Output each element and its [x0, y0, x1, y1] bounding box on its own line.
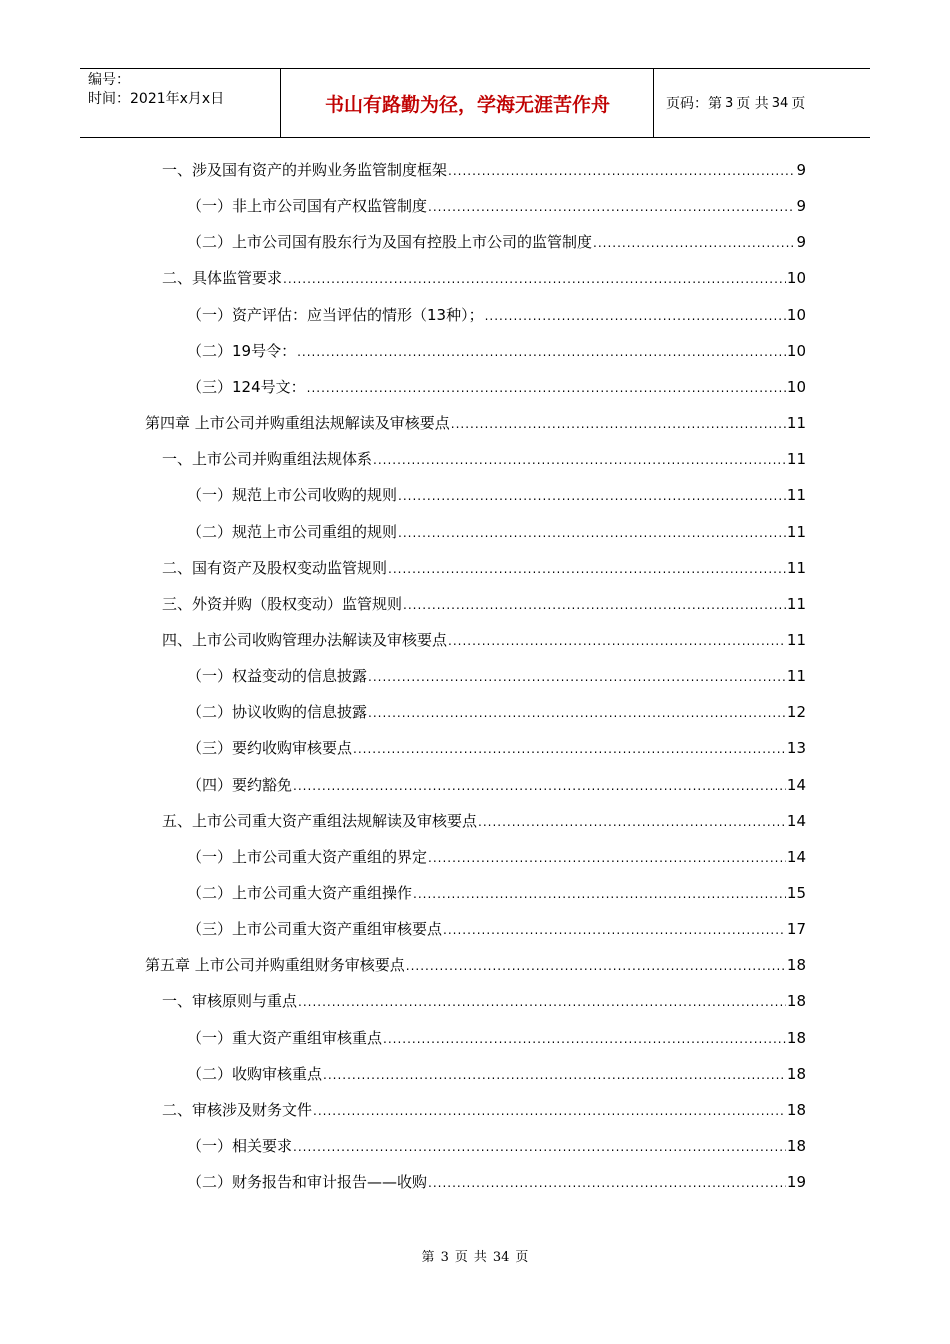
page-prefix: 页码：第	[666, 96, 722, 112]
toc-entry-page: 9	[796, 161, 806, 179]
footer-current: 3	[440, 1250, 449, 1265]
toc-entry[interactable]	[162, 1092, 806, 1128]
toc-entry[interactable]	[145, 405, 806, 441]
header-page-info	[654, 69, 870, 137]
toc-entry-label: 二、具体监管要求	[162, 269, 283, 288]
toc-entry[interactable]	[187, 875, 806, 911]
toc-entry[interactable]	[187, 224, 806, 260]
toc-entry-page: 14	[786, 847, 806, 866]
toc-entry[interactable]	[162, 152, 806, 188]
toc-leader-dots	[388, 551, 786, 587]
toc-entry-page: 14	[786, 775, 806, 794]
toc-leader-dots	[313, 1093, 786, 1129]
toc-entry-page: 17	[786, 920, 806, 939]
toc-entry-page: 11	[786, 486, 806, 505]
toc-entry-page: 11	[786, 414, 806, 433]
toc-entry-page: 12	[786, 703, 806, 722]
page-suffix: 页	[791, 96, 806, 112]
toc-entry-label: （二）上市公司重大资产重组操作	[187, 884, 413, 902]
toc-entry-label: 一、审核原则与重点	[162, 992, 298, 1011]
toc-entry[interactable]	[162, 803, 806, 839]
toc-entry-label: （一）重大资产重组审核重点	[187, 1028, 383, 1047]
toc-entry[interactable]	[187, 297, 806, 333]
toc-entry[interactable]	[187, 188, 806, 224]
toc-entry-label: （一）权益变动的信息披露	[187, 667, 368, 686]
toc-leader-dots	[373, 442, 786, 478]
toc-entry[interactable]	[187, 694, 806, 730]
toc-leader-dots	[443, 912, 786, 948]
toc-entry-label: （一）规范上市公司收购的规则	[187, 486, 398, 505]
footer-p4: 页	[515, 1250, 529, 1265]
page-total: 34	[771, 95, 789, 111]
toc-entry-label: 一、上市公司并购重组法规体系	[162, 450, 373, 469]
toc-entry-label: （二）上市公司国有股东行为及国有控股上市公司的监管制度	[187, 233, 593, 252]
toc-leader-dots	[398, 478, 786, 514]
toc-entry-label: 三、外资并购（股权变动）监管规则	[162, 594, 403, 613]
toc-entry-label: （一）相关要求	[187, 1137, 293, 1156]
toc-leader-dots	[323, 1057, 786, 1093]
toc-entry-page: 11	[786, 522, 806, 541]
toc-leader-dots	[307, 370, 786, 406]
toc-leader-dots	[297, 334, 786, 370]
toc-entry-label: 第五章 上市公司并购重组财务审核要点	[145, 956, 405, 975]
toc-entry-label: （一）资产评估：应当评估的情形（13种）；	[187, 305, 484, 324]
page-footer	[0, 1246, 950, 1265]
toc-entry[interactable]	[162, 983, 806, 1019]
toc-entry-page: 11	[786, 667, 806, 686]
toc-leader-dots	[428, 189, 795, 225]
toc-entry[interactable]	[162, 550, 806, 586]
toc-entry-label: （三）要约收购审核要点	[187, 739, 353, 758]
toc-leader-dots	[448, 153, 795, 189]
footer-total: 34	[492, 1250, 510, 1265]
toc-entry-page: 19	[786, 1173, 806, 1192]
toc-leader-dots	[353, 731, 786, 767]
toc-entry-label: （四）要约豁免	[187, 775, 293, 794]
toc-entry-page: 11	[786, 630, 806, 649]
toc-entry-label: （二）收购审核重点	[187, 1064, 323, 1083]
footer-p3: 共	[473, 1250, 487, 1265]
toc-entry-page: 10	[786, 377, 806, 396]
toc-entry[interactable]	[187, 1020, 806, 1056]
toc-entry[interactable]	[162, 586, 806, 622]
toc-entry-label: 一、涉及国有资产的并购业务监管制度框架	[162, 161, 448, 179]
page-mid: 页 共	[736, 96, 769, 112]
toc-entry-page: 18	[786, 992, 806, 1011]
toc-leader-dots	[298, 984, 786, 1020]
toc-entry-page: 15	[786, 884, 806, 902]
toc-leader-dots	[428, 1165, 786, 1201]
toc-leader-dots	[368, 695, 786, 731]
toc-entry-page: 18	[786, 956, 806, 975]
time-label: 时间：2021年x月x日	[88, 91, 225, 107]
toc-entry[interactable]	[187, 730, 806, 766]
toc-entry-label: 五、上市公司重大资产重组法规解读及审核要点	[162, 811, 478, 830]
page-header	[80, 68, 870, 138]
toc-entry-page: 9	[796, 233, 806, 252]
toc-entry[interactable]	[187, 369, 806, 405]
toc-entry[interactable]	[162, 260, 806, 296]
toc-entry-label: （三）124号文：	[187, 377, 306, 396]
toc-entry-page: 10	[786, 269, 806, 288]
toc-entry-page: 18	[786, 1028, 806, 1047]
toc-leader-dots	[293, 768, 786, 804]
toc-entry-label: （一）非上市公司国有产权监管制度	[187, 197, 428, 216]
toc-entry-page: 13	[786, 739, 806, 758]
toc-entry[interactable]	[187, 477, 806, 513]
toc-entry-page: 10	[786, 305, 806, 324]
toc-entry[interactable]	[187, 1128, 806, 1164]
toc-entry[interactable]	[187, 1056, 806, 1092]
toc-entry[interactable]	[187, 514, 806, 550]
toc-entry-page: 18	[786, 1137, 806, 1156]
toc-entry[interactable]	[187, 333, 806, 369]
toc-entry[interactable]	[187, 839, 806, 875]
header-motto: 书山有路勤为径，学海无涯苦作舟	[282, 69, 654, 137]
toc-leader-dots	[413, 876, 786, 912]
toc-leader-dots	[293, 1129, 786, 1165]
toc-entry[interactable]	[187, 1164, 806, 1200]
toc-entry-label: 二、审核涉及财务文件	[162, 1100, 313, 1119]
toc-leader-dots	[428, 840, 786, 876]
toc-leader-dots	[403, 587, 786, 623]
toc-entry-label: 四、上市公司收购管理办法解读及审核要点	[162, 630, 448, 649]
header-info	[80, 69, 281, 137]
toc-entry-page: 9	[796, 197, 806, 216]
toc-entry[interactable]	[187, 767, 806, 803]
toc-leader-dots	[485, 298, 786, 334]
toc-entry-label: （二）规范上市公司重组的规则	[187, 522, 398, 541]
serial-label: 编号：	[88, 72, 130, 88]
toc-entry-label: （三）上市公司重大资产重组审核要点	[187, 920, 443, 939]
toc-entry-page: 11	[786, 594, 806, 613]
toc-entry[interactable]	[145, 947, 806, 983]
toc-entry[interactable]	[162, 622, 806, 658]
footer-p1: 第	[421, 1250, 435, 1265]
toc-entry-page: 10	[786, 341, 806, 360]
toc-entry-label: （一）上市公司重大资产重组的界定	[187, 847, 428, 866]
toc-entry-page: 11	[786, 558, 806, 577]
page-current: 3	[725, 95, 734, 111]
footer-p2: 页	[454, 1250, 468, 1265]
toc-entry[interactable]	[162, 441, 806, 477]
toc-entry-page: 18	[786, 1100, 806, 1119]
toc-entry-label: （二）协议收购的信息披露	[187, 703, 368, 722]
toc-leader-dots	[383, 1021, 786, 1057]
toc-entry-label: 二、国有资产及股权变动监管规则	[162, 558, 388, 577]
toc-entry-label: （二）19号令：	[187, 341, 297, 360]
toc-entry[interactable]	[187, 911, 806, 947]
toc-leader-dots	[451, 406, 786, 442]
toc-entry-label: 第四章 上市公司并购重组法规解读及审核要点	[145, 414, 450, 433]
toc-leader-dots	[368, 659, 786, 695]
toc-entry-label: （二）财务报告和审计报告——收购	[187, 1173, 428, 1192]
toc-leader-dots	[478, 804, 786, 840]
toc-entry[interactable]	[187, 658, 806, 694]
toc-leader-dots	[593, 225, 795, 261]
toc-entry-page: 14	[786, 811, 806, 830]
toc-leader-dots	[448, 623, 786, 659]
toc-leader-dots	[283, 261, 786, 297]
toc-leader-dots	[406, 948, 786, 984]
toc-leader-dots	[398, 515, 786, 551]
toc-entry-page: 18	[786, 1064, 806, 1083]
toc-entry-page: 11	[786, 450, 806, 469]
